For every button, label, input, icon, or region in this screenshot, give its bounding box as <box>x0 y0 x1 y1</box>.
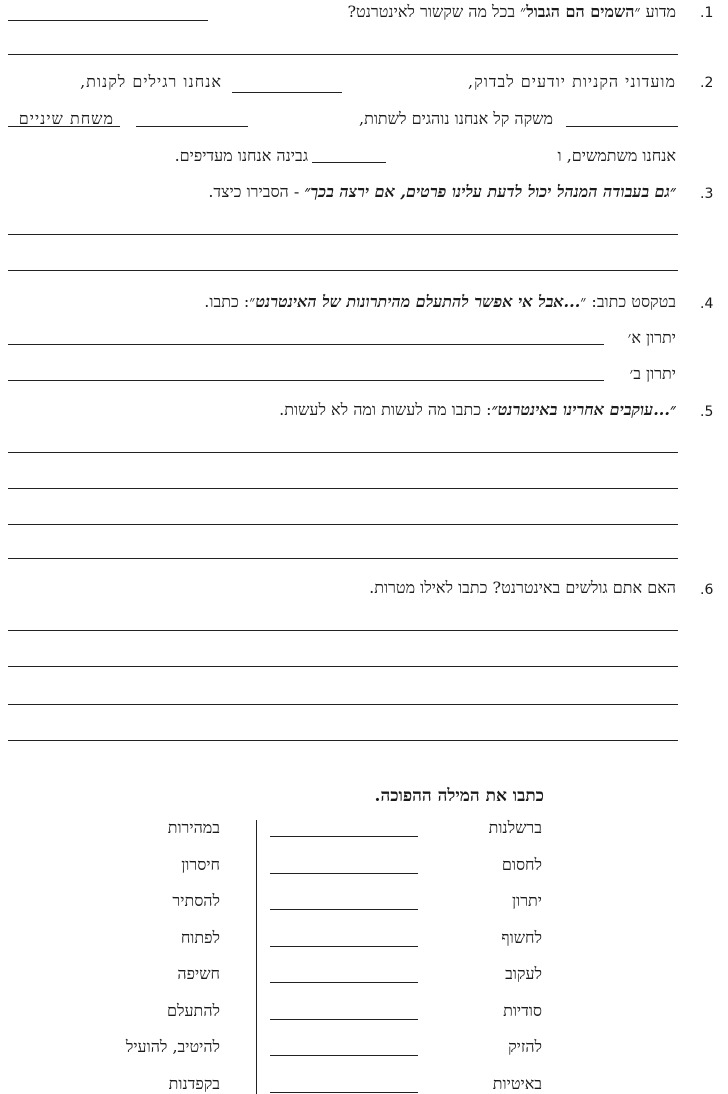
q1-text <box>347 2 676 22</box>
opposite-source-word: לעקוב <box>505 964 542 983</box>
q3-quote: ״גם בעבודה המנהל יכול לדעת עלינו פרטים, אם ירצה בכך״ <box>304 182 676 201</box>
opposite-source-word: באיטיות <box>492 1073 542 1093</box>
q1-number: .1 <box>700 5 714 21</box>
q1-bold: השמים הם הגבול <box>526 2 635 21</box>
opposite-source-word: סודיות <box>503 1000 542 1020</box>
opposite-source-word: ברשלנות <box>488 818 542 837</box>
q2-blank-5[interactable] <box>312 162 386 163</box>
q4-pre: בטקסט כתוב: ״ <box>580 292 676 311</box>
q2-line3-a: אנחנו משתמשים, ו <box>557 146 676 165</box>
opposite-source-word: יתרון <box>512 891 542 910</box>
opposite-option-word: להיטיב, להועיל <box>125 1037 220 1056</box>
q5-answer-line-2[interactable] <box>8 488 678 489</box>
q4-advantage-a-label: יתרון א׳ <box>627 328 676 347</box>
opposite-option-word: במהירות <box>167 818 220 837</box>
q3-text <box>208 182 676 202</box>
opposite-answer-blank[interactable] <box>270 1055 418 1056</box>
q5-answer-line-1[interactable] <box>8 452 678 453</box>
opposite-option-word: להתעלם <box>167 1000 220 1020</box>
opposite-source-word: לחסום <box>501 854 542 874</box>
q6-answer-line-3[interactable] <box>8 704 678 705</box>
q6-answer-line-4[interactable] <box>8 740 678 741</box>
q1-answer-line-inline[interactable] <box>8 20 208 21</box>
q2-blank-3[interactable] <box>136 126 248 127</box>
q2-blank-4[interactable] <box>8 126 120 127</box>
q3-number: .3 <box>700 186 714 202</box>
opposite-answer-blank[interactable] <box>270 873 418 874</box>
q3-answer-line-2[interactable] <box>8 270 678 271</box>
q2-line2-b: משחת שיניים <box>18 109 114 128</box>
q5-quote: ״...עוקבים אחרינו באינטרנט״ <box>491 400 676 419</box>
q3-answer-line-1[interactable] <box>8 234 678 235</box>
q2-line1-b: אנחנו רגילים לקנות, <box>80 72 222 91</box>
q3-post: - הסבירו כיצד. <box>208 182 305 201</box>
q5-post: : כתבו מה לעשות ומה לא לעשות. <box>279 400 492 419</box>
opposite-option-word: חיסרון <box>181 854 220 874</box>
q5-answer-line-4[interactable] <box>8 558 678 559</box>
opposite-option-word: להסתיר <box>172 891 220 910</box>
q2-line2-a: משקה קל אנחנו נוהגים לשתות, <box>358 109 553 128</box>
q4-advantage-b-line[interactable] <box>8 380 604 381</box>
q4-number: .4 <box>700 296 714 312</box>
opposite-source-word: להזיק <box>508 1037 542 1056</box>
opposite-answer-blank[interactable] <box>270 982 418 983</box>
q6-answer-line-2[interactable] <box>8 666 678 667</box>
opposite-source-word: לחשוף <box>501 927 542 947</box>
q6-text: האם אתם גולשים באינטרנט? כתבו לאילו מטרות. <box>369 578 676 597</box>
opposite-option-word: לפתוח <box>180 927 220 947</box>
q4-advantage-b-label: יתרון ב׳ <box>629 364 676 383</box>
opposite-answer-blank[interactable] <box>270 1092 418 1093</box>
opposite-option-word: חשיפה <box>177 964 220 983</box>
q1-post: ״ בכל מה שקשור לאינטרנט? <box>347 2 527 21</box>
q2-blank-2[interactable] <box>566 126 678 127</box>
opposite-option-word: בקפדנות <box>168 1073 220 1093</box>
q4-quote: ...אבל אי אפשר להתעלם מהיתרונות של האינטרנט <box>255 292 581 311</box>
opposite-answer-blank[interactable] <box>270 909 418 910</box>
q4-post: ״: כתבו. <box>204 292 256 311</box>
q6-answer-line-1[interactable] <box>8 630 678 631</box>
q2-blank-1[interactable] <box>232 92 342 93</box>
q5-number: .5 <box>700 404 714 420</box>
q1-pre: מדוע ״ <box>634 2 676 21</box>
opposite-answer-blank[interactable] <box>270 1019 418 1020</box>
q2-line3-b: גבינה אנחנו מעדיפים. <box>174 146 308 165</box>
q2-line1-a: מועדוני הקניות יודעים לבדוק, <box>468 72 676 91</box>
opposites-title: כתבו את המילה ההפוכה. <box>374 786 544 806</box>
opposites-divider <box>256 820 257 1094</box>
q4-text <box>204 292 676 312</box>
q4-advantage-a-line[interactable] <box>8 344 604 345</box>
opposite-answer-blank[interactable] <box>270 836 418 837</box>
q6-number: .6 <box>700 582 714 598</box>
q5-answer-line-3[interactable] <box>8 524 678 525</box>
opposite-answer-blank[interactable] <box>270 946 418 947</box>
q1-answer-line[interactable] <box>8 54 678 55</box>
q2-number: .2 <box>700 75 714 91</box>
q5-text <box>279 400 676 420</box>
